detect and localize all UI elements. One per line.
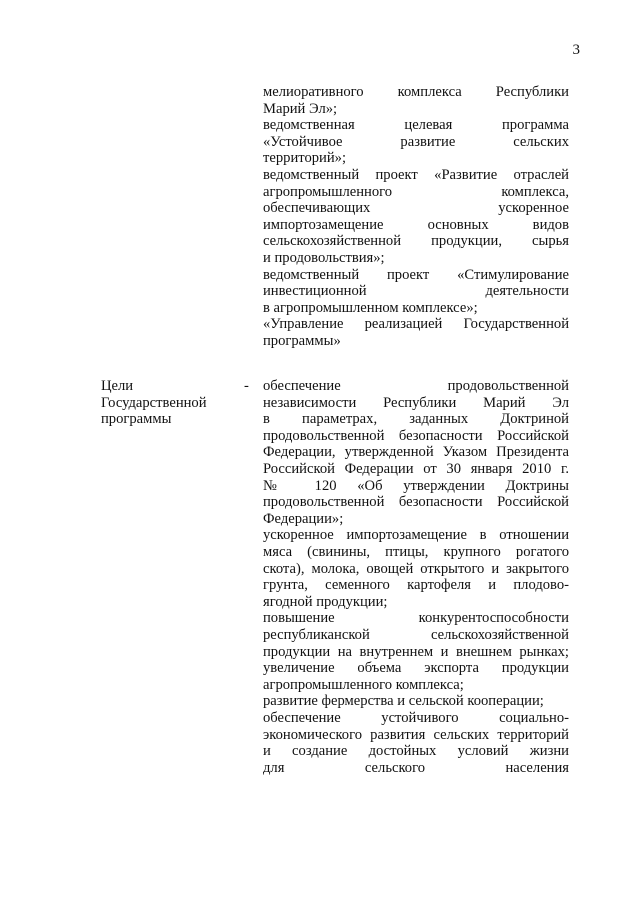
- continuation-line: программы»: [263, 333, 341, 349]
- continuation-line: и продовольствия»;: [263, 250, 385, 266]
- continuation-line: «Управление реализацией Государственной: [263, 316, 569, 333]
- goals-text-line: Российской Федерации от 30 января 2010 г.: [263, 461, 569, 477]
- goals-text-line: для сельского населения: [263, 759, 569, 776]
- goals-text-line: № 120 «Об утверждении Доктрины: [263, 477, 569, 494]
- continuation-line: мелиоративного комплекса Республики: [263, 84, 569, 100]
- goals-text-line: ускоренное импортозамещение в отношении: [263, 527, 569, 544]
- continuation-line: в агропромышленном комплексе»;: [263, 299, 478, 316]
- continuation-line: обеспечивающих ускоренное: [263, 200, 569, 217]
- goals-text-line: Федерации, утвержденной Указом Президента: [263, 444, 569, 461]
- continuation-line: ведомственный проект «Развитие отраслей: [263, 167, 569, 183]
- goals-text-line: и создание достойных условий жизни: [263, 743, 569, 760]
- continuation-line: импортозамещение основных видов: [263, 216, 569, 233]
- goals-text-line: ягодной продукции;: [263, 593, 388, 610]
- goals-text-line: республиканской сельскохозяйственной: [263, 627, 569, 643]
- goals-text-line: обеспечение устойчивого социально-: [263, 710, 569, 726]
- continuation-line: «Устойчивое развитие сельских: [263, 133, 569, 150]
- goals-text-line: продукции на внутреннем и внешнем рынках;: [263, 643, 569, 660]
- goals-text-line: независимости Республики Марий Эл: [263, 394, 569, 411]
- goals-text-line: развитие фермерства и сельской кооперации;: [263, 693, 544, 710]
- goals-text-line: в параметрах, заданных Доктриной: [263, 411, 569, 428]
- goals-text-line: повышение конкурентоспособности: [263, 610, 569, 627]
- continuation-line: ведомственный проект «Стимулирование: [263, 266, 569, 283]
- goals-label-line: Государственной: [101, 394, 207, 411]
- goals-dash: -: [244, 378, 249, 394]
- goals-text-line: продовольственной безопасности Российской: [263, 494, 569, 511]
- goals-text-line: обеспечение продовольственной: [263, 378, 569, 394]
- goals-label-line: Цели: [101, 378, 134, 394]
- goals-label-line: программы: [101, 411, 172, 428]
- continuation-line: инвестиционной деятельности: [263, 283, 569, 300]
- goals-text-line: продовольственной безопасности Российской: [263, 427, 569, 444]
- goals-text-line: Федерации»;: [263, 510, 344, 527]
- continuation-line: сельскохозяйственной продукции, сырья: [263, 233, 569, 250]
- goals-text-line: грунта, семенного картофеля и плодово-: [263, 577, 569, 594]
- continuation-line: ведомственная целевая программа: [263, 117, 569, 134]
- goals-text-line: увеличение объема экспорта продукции: [263, 660, 569, 677]
- goals-text-line: скота), молока, овощей открытого и закрытого: [263, 560, 569, 577]
- goals-text-line: экономического развития сельских территорий: [263, 726, 569, 743]
- goals-text-line: агропромышленного комплекса;: [263, 676, 464, 693]
- continuation-line: территорий»;: [263, 150, 347, 167]
- page-number: 3: [572, 42, 580, 58]
- continuation-line: Марий Эл»;: [263, 100, 338, 117]
- continuation-line: агропромышленного комплекса,: [263, 183, 569, 200]
- goals-text-line: мяса (свинины, птицы, крупного рогатого: [263, 544, 569, 560]
